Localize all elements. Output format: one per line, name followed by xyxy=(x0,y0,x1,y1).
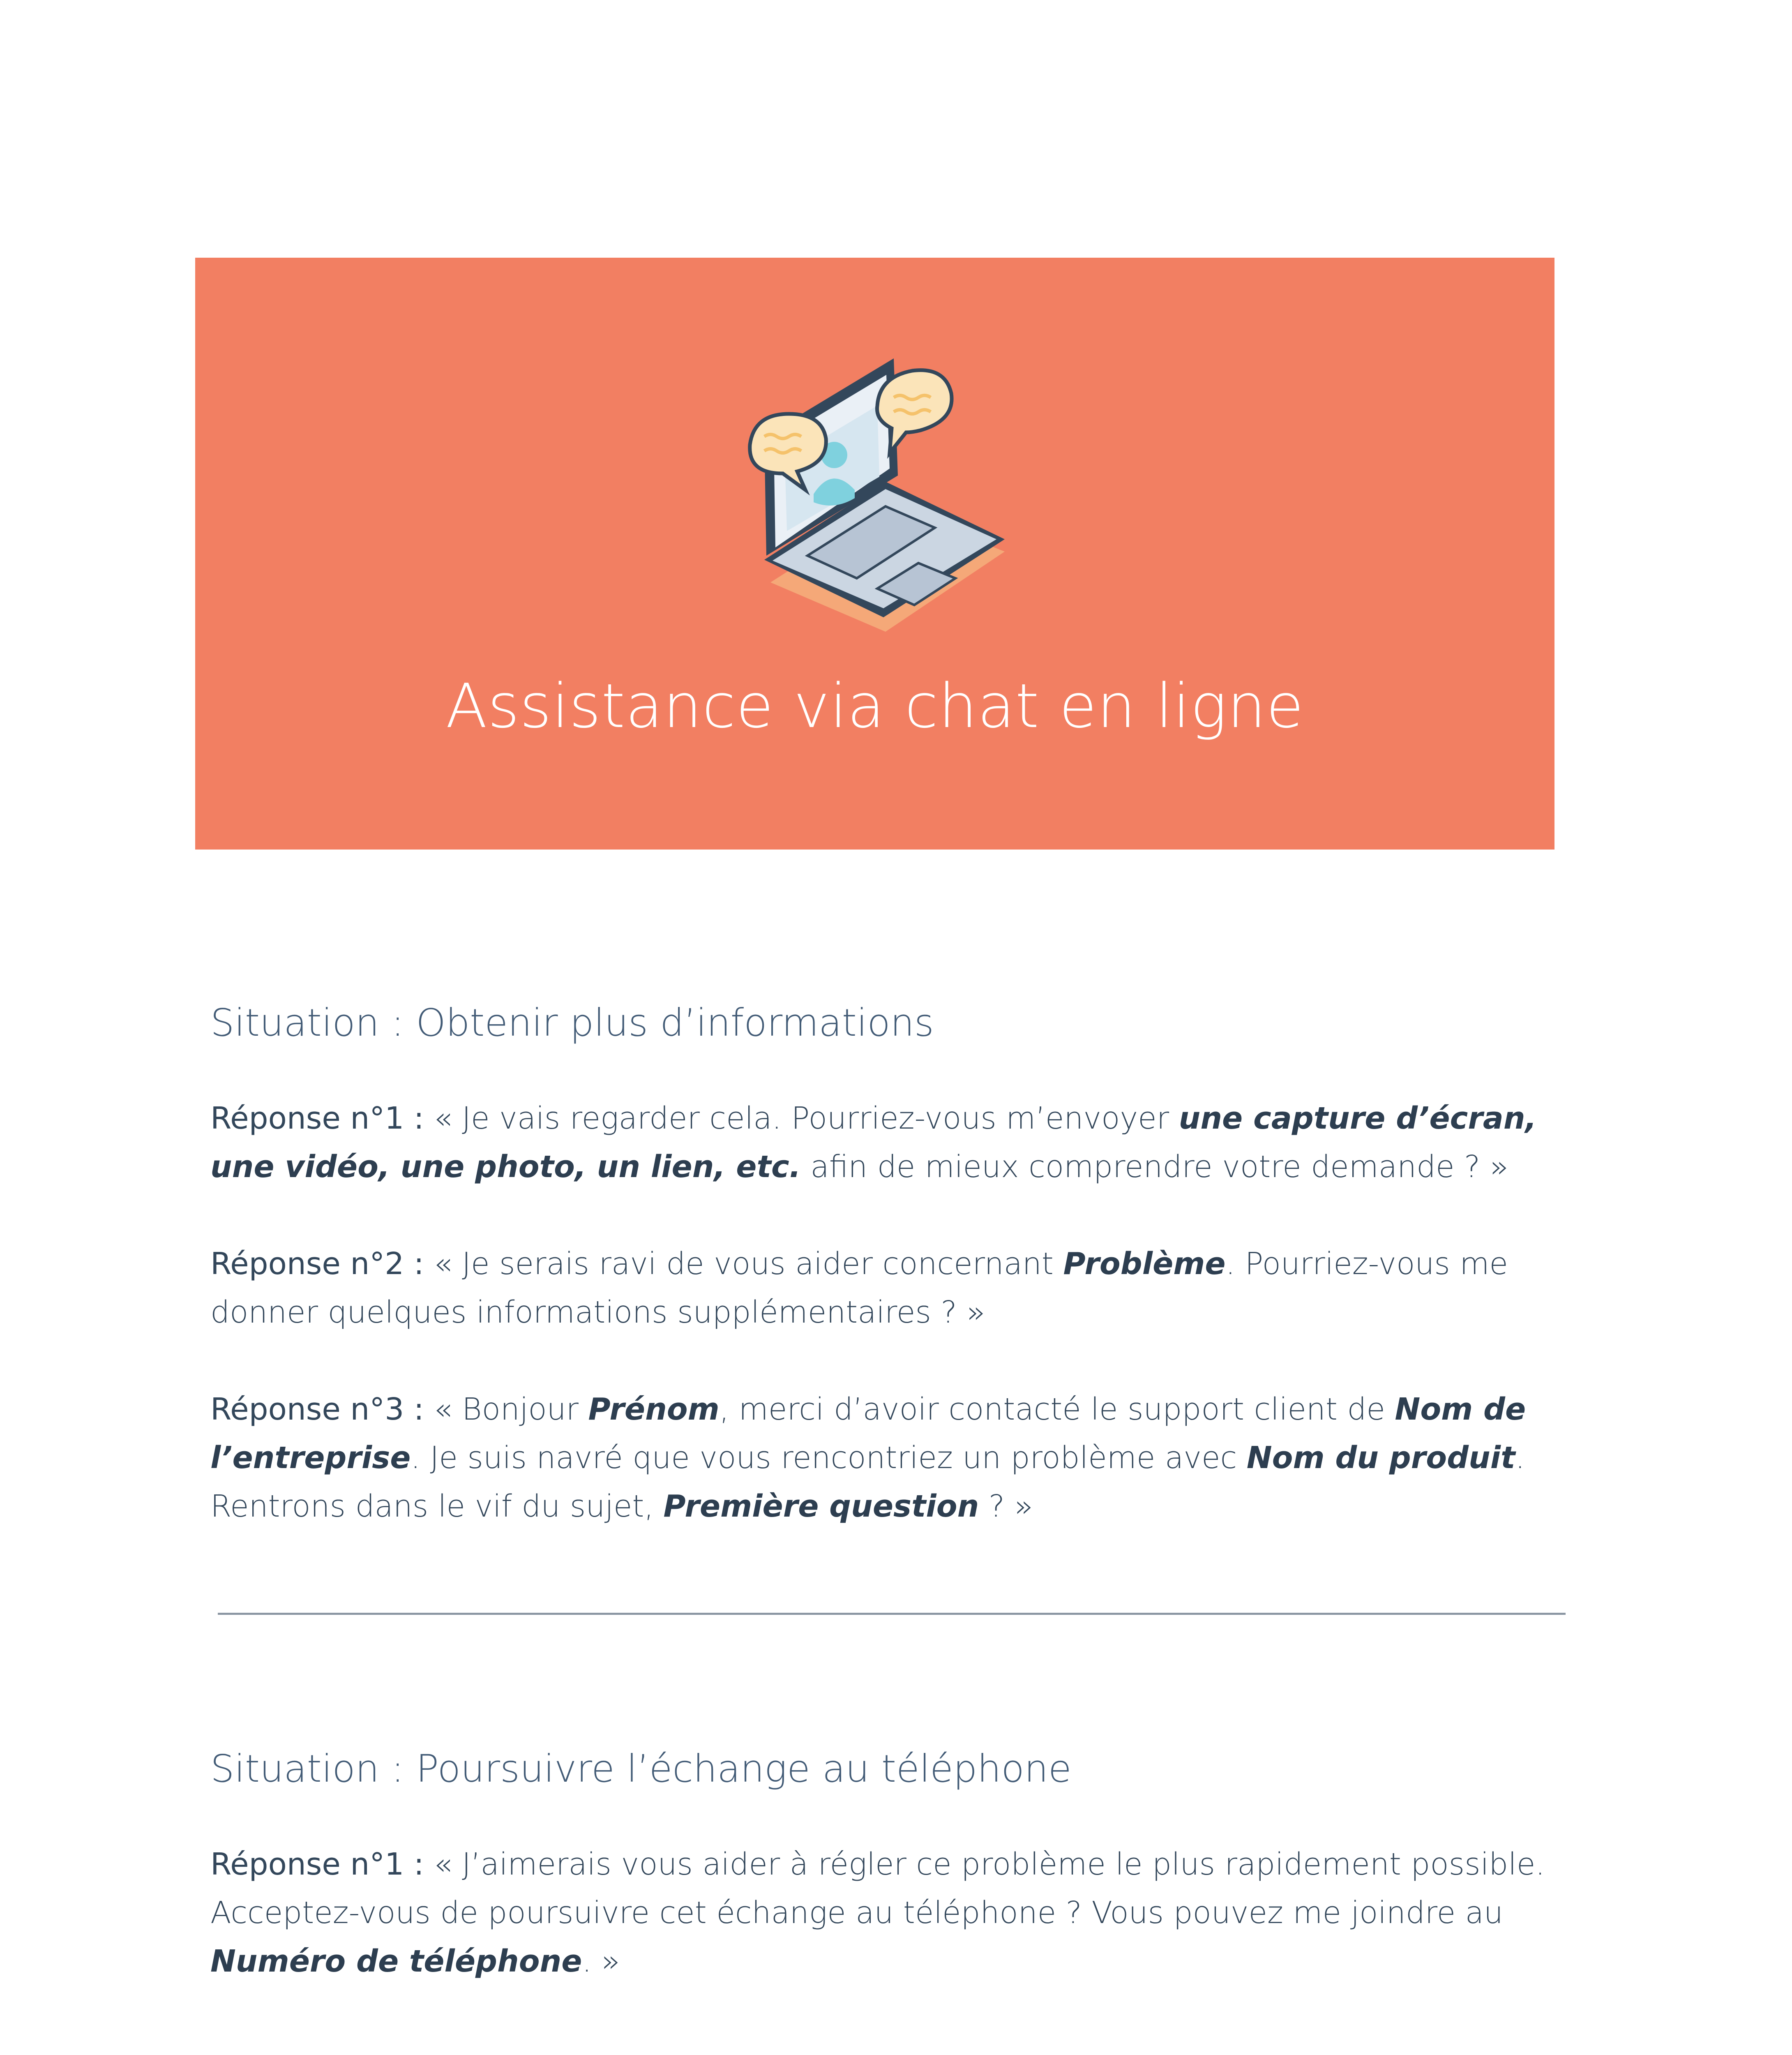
placeholder-text: Numéro de téléphone xyxy=(210,1944,582,1979)
response-text: . Pourriez-vous me donner quelques informations supplémentaires ? » xyxy=(210,1246,1508,1330)
placeholder-text: Prénom xyxy=(588,1392,720,1427)
placeholder-text: Nom du produit xyxy=(1246,1440,1515,1475)
response-text: « J’aimerais vous aider à régler ce problème le plus rapidement possible. Acceptez-vous de poursuivre cet échange au téléphone ? Vous pouvez me joindre au xyxy=(210,1847,1545,1930)
section-obtenir-informations xyxy=(210,1001,1566,1531)
response-item xyxy=(210,1385,1566,1531)
response-text: afin de mieux comprendre votre demande ? » xyxy=(800,1149,1509,1185)
situation-heading: Situation : Obtenir plus d’informations xyxy=(210,1001,934,1045)
response-text: , merci d’avoir contacté le support client de xyxy=(719,1392,1395,1427)
response-text: ? » xyxy=(979,1489,1033,1524)
response-text: « Je serais ravi de vous aider concernant xyxy=(424,1246,1063,1281)
page-title: Assistance via chat en ligne xyxy=(445,671,1304,741)
response-label: Réponse n°2 : xyxy=(210,1246,424,1281)
section-divider xyxy=(218,1613,1566,1615)
response-text: . Rentrons dans le vif du sujet, xyxy=(210,1440,1525,1524)
response-item xyxy=(210,1240,1566,1337)
placeholder-text: Nom de l’entreprise xyxy=(210,1392,1526,1475)
response-text: . » xyxy=(582,1944,620,1979)
response-text: « Bonjour xyxy=(424,1392,588,1427)
placeholder-text: Première question xyxy=(663,1489,979,1524)
situation-heading: Situation : Poursuivre l’échange au téléphone xyxy=(210,1747,1072,1791)
header-banner xyxy=(195,258,1554,850)
response-item xyxy=(210,1094,1566,1191)
section-poursuivre-telephone xyxy=(210,1747,1566,1986)
response-text: . Je suis navré que vous rencontriez un problème avec xyxy=(411,1440,1247,1475)
response-label: Réponse n°3 : xyxy=(210,1392,424,1427)
laptop-chat-icon xyxy=(742,358,1009,663)
placeholder-text: Problème xyxy=(1063,1246,1226,1281)
placeholder-text: une capture d’écran, une vidéo, une photo, un lien, etc. xyxy=(210,1101,1537,1185)
response-label: Réponse n°1 : xyxy=(210,1101,424,1136)
response-text: « Je vais regarder cela. Pourriez-vous m’envoyer xyxy=(424,1101,1179,1136)
response-item xyxy=(210,1840,1566,1986)
response-label: Réponse n°1 : xyxy=(210,1847,424,1882)
